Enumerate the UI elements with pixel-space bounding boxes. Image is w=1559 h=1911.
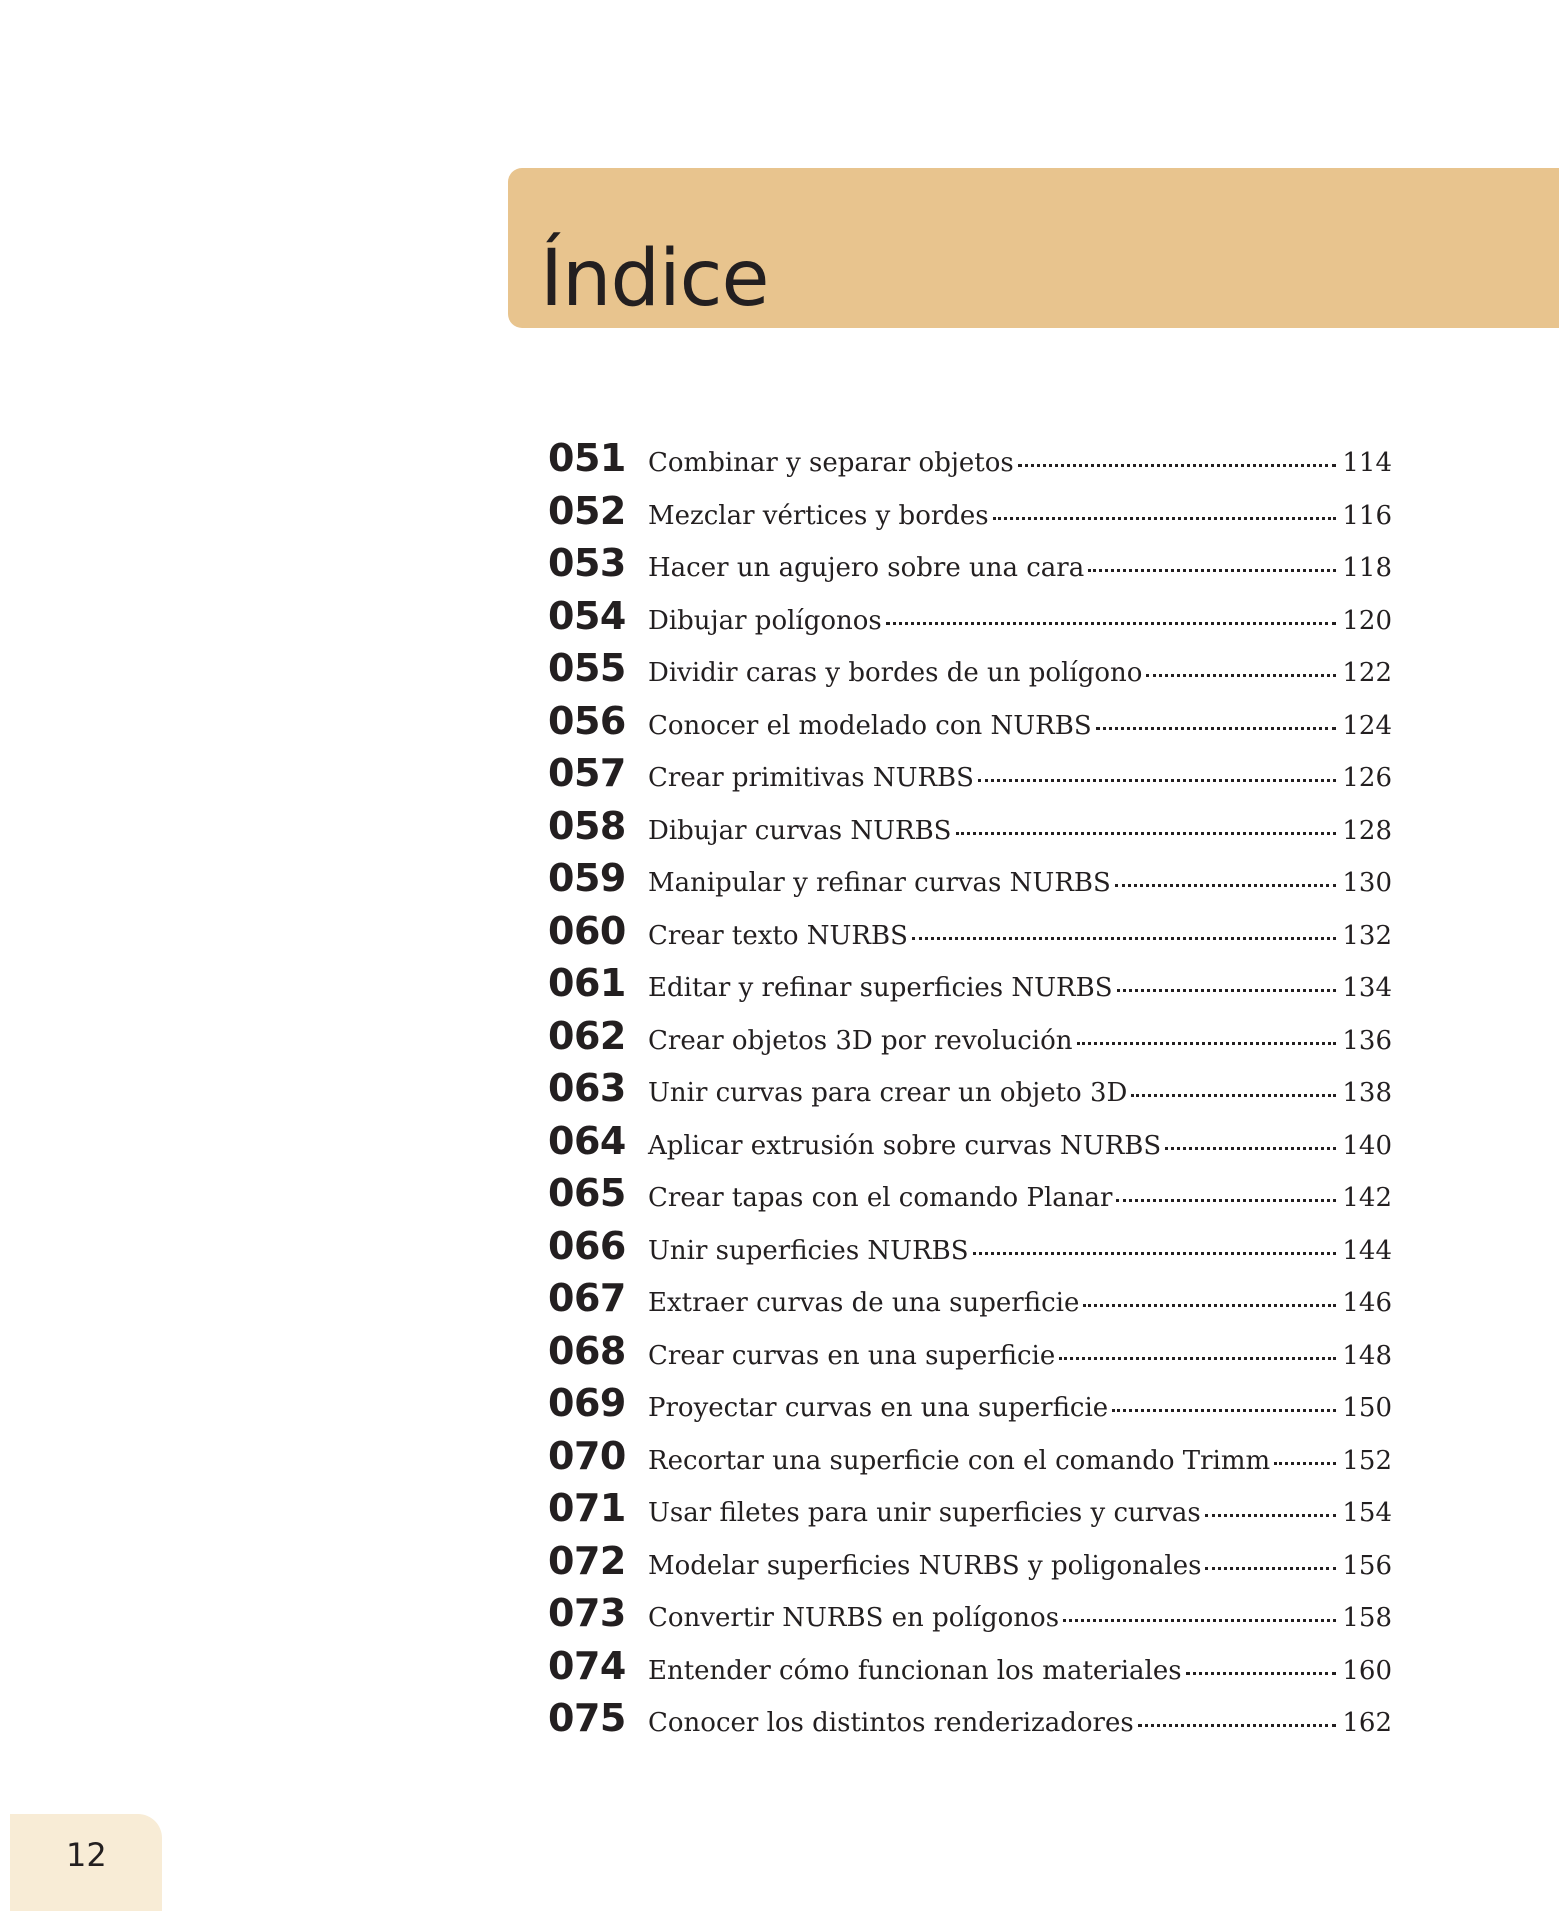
dot-leader	[1165, 1147, 1336, 1150]
dot-leader	[1115, 884, 1337, 887]
dot-leader	[1138, 1724, 1337, 1727]
dot-leader	[886, 622, 1337, 625]
entry-title: Dividir caras y bordes de un polígono	[648, 658, 1143, 688]
entry-page-number: 160	[1342, 1655, 1392, 1686]
toc-entry[interactable]	[548, 695, 1392, 748]
entry-page-number: 124	[1342, 710, 1392, 741]
entry-number: 061	[548, 961, 626, 1005]
entry-page-number: 126	[1342, 763, 1392, 793]
entry-page-number: 138	[1342, 1078, 1392, 1108]
entry-number: 054	[548, 593, 626, 638]
toc-entry[interactable]	[548, 1377, 1392, 1430]
entry-page-number: 136	[1342, 1025, 1392, 1056]
entry-title: Crear curvas en una superficie	[648, 1340, 1056, 1371]
entry-page-number: 118	[1342, 553, 1392, 583]
entry-page-number: 148	[1342, 1340, 1392, 1371]
dot-leader	[1088, 569, 1336, 572]
title-band	[508, 168, 1559, 328]
toc-entry[interactable]	[548, 485, 1392, 538]
entry-title: Unir curvas para crear un objeto 3D	[648, 1078, 1128, 1108]
toc-entry[interactable]	[548, 1430, 1392, 1483]
dot-leader	[912, 937, 1336, 940]
entry-title: Crear texto NURBS	[648, 920, 908, 951]
entry-title: Dibujar polígonos	[648, 605, 882, 636]
entry-page-number: 132	[1342, 920, 1392, 951]
entry-title: Recortar una superficie con el comando Trimm	[648, 1445, 1271, 1476]
entry-number: 074	[548, 1643, 626, 1688]
entry-title: Editar y refinar superficies NURBS	[648, 973, 1113, 1003]
entry-title: Hacer un agujero sobre una cara	[648, 553, 1085, 583]
entry-page-number: 122	[1342, 658, 1392, 688]
entry-title: Mezclar vértices y bordes	[648, 500, 989, 531]
toc-entry[interactable]	[548, 1115, 1392, 1168]
entry-number: 063	[548, 1066, 626, 1110]
entry-page-number: 120	[1342, 605, 1392, 636]
page-number: 12	[66, 1836, 107, 1874]
entry-page-number: 158	[1342, 1603, 1392, 1633]
entry-page-number: 150	[1342, 1393, 1392, 1423]
entry-number: 067	[548, 1276, 626, 1320]
toc-entry[interactable]	[548, 1062, 1392, 1115]
toc-entry[interactable]	[548, 1535, 1392, 1588]
entry-page-number: 142	[1342, 1183, 1392, 1213]
dot-leader	[973, 1252, 1337, 1255]
dot-leader	[1059, 1357, 1336, 1360]
entry-number: 065	[548, 1171, 626, 1215]
dot-leader	[1131, 1094, 1336, 1097]
toc-entry[interactable]	[548, 1482, 1392, 1535]
entry-page-number: 162	[1342, 1708, 1392, 1738]
entry-title: Usar filetes para unir superficies y curvas	[648, 1498, 1201, 1528]
toc-entry[interactable]	[548, 1010, 1392, 1063]
entry-number: 059	[548, 856, 626, 900]
entry-number: 070	[548, 1433, 626, 1478]
entry-page-number: 134	[1342, 973, 1392, 1003]
entry-number: 069	[548, 1381, 626, 1425]
entry-title: Combinar y separar objetos	[648, 448, 1014, 478]
entry-title: Extraer curvas de una superficie	[648, 1288, 1080, 1318]
dot-leader	[1146, 674, 1336, 677]
dot-leader	[1063, 1619, 1336, 1622]
entry-number: 062	[548, 1013, 626, 1058]
entry-title: Conocer el modelado con NURBS	[648, 710, 1092, 741]
entry-title: Aplicar extrusión sobre curvas NURBS	[648, 1130, 1162, 1161]
entry-number: 058	[548, 803, 626, 848]
dot-leader	[1083, 1304, 1336, 1307]
entry-number: 057	[548, 751, 626, 795]
entry-number: 056	[548, 698, 626, 743]
toc-entry[interactable]	[548, 642, 1392, 695]
entry-page-number: 128	[1342, 815, 1392, 846]
entry-title: Conocer los distintos renderizadores	[648, 1708, 1134, 1738]
dot-leader	[993, 517, 1337, 520]
entry-title: Manipular y refinar curvas NURBS	[648, 868, 1111, 898]
entry-page-number: 154	[1342, 1498, 1392, 1528]
dot-leader	[1116, 1199, 1336, 1202]
entry-page-number: 144	[1342, 1235, 1392, 1266]
page-title: Índice	[540, 234, 769, 324]
entry-title: Modelar superficies NURBS y poligonales	[648, 1550, 1202, 1581]
entry-title: Proyectar curvas en una superficie	[648, 1393, 1109, 1423]
dot-leader	[1018, 464, 1337, 467]
entry-title: Dibujar curvas NURBS	[648, 815, 952, 846]
toc-entry[interactable]	[548, 1272, 1392, 1325]
page-number-tab	[10, 1814, 162, 1911]
toc-entry[interactable]	[548, 1325, 1392, 1378]
entry-number: 068	[548, 1328, 626, 1373]
toc-entry[interactable]	[548, 1640, 1392, 1693]
dot-leader	[1096, 727, 1337, 730]
entry-page-number: 156	[1342, 1550, 1392, 1581]
entry-page-number: 116	[1342, 500, 1392, 531]
entry-number: 060	[548, 908, 626, 953]
entry-number: 064	[548, 1118, 626, 1163]
entry-title: Crear primitivas NURBS	[648, 763, 974, 793]
entry-title: Entender cómo funcionan los materiales	[648, 1655, 1182, 1686]
entry-page-number: 146	[1342, 1288, 1392, 1318]
entry-title: Unir superficies NURBS	[648, 1235, 969, 1266]
entry-number: 052	[548, 488, 626, 533]
entry-number: 051	[548, 436, 626, 480]
toc-entry[interactable]	[548, 800, 1392, 853]
toc-entry[interactable]	[548, 1220, 1392, 1273]
toc-entry[interactable]	[548, 432, 1392, 485]
toc-entry[interactable]	[548, 957, 1392, 1010]
dot-leader	[1112, 1409, 1336, 1412]
entry-number: 055	[548, 646, 626, 690]
entry-page-number: 140	[1342, 1130, 1392, 1161]
toc-entry[interactable]	[548, 747, 1392, 800]
toc-entry[interactable]	[548, 1692, 1392, 1745]
dot-leader	[1077, 1042, 1337, 1045]
dot-leader	[1205, 1514, 1337, 1517]
entry-number: 053	[548, 541, 626, 585]
toc-entry[interactable]	[548, 852, 1392, 905]
dot-leader	[1117, 989, 1337, 992]
dot-leader	[1186, 1672, 1337, 1675]
entry-number: 075	[548, 1696, 626, 1740]
entry-title: Crear tapas con el comando Planar	[648, 1183, 1113, 1213]
toc-entry[interactable]	[548, 537, 1392, 590]
entry-page-number: 130	[1342, 868, 1392, 898]
dot-leader	[978, 779, 1336, 782]
entry-title: Convertir NURBS en polígonos	[648, 1603, 1060, 1633]
entry-number: 071	[548, 1486, 626, 1530]
table-of-contents	[548, 432, 1392, 1745]
toc-entry[interactable]	[548, 1167, 1392, 1220]
toc-entry[interactable]	[548, 905, 1392, 958]
entry-number: 066	[548, 1223, 626, 1268]
entry-title: Crear objetos 3D por revolución	[648, 1025, 1073, 1056]
toc-entry[interactable]	[548, 1587, 1392, 1640]
toc-entry[interactable]	[548, 590, 1392, 643]
entry-number: 072	[548, 1538, 626, 1583]
dot-leader	[956, 832, 1337, 835]
entry-number: 073	[548, 1591, 626, 1635]
entry-page-number: 152	[1342, 1445, 1392, 1476]
dot-leader	[1274, 1462, 1336, 1465]
entry-page-number: 114	[1342, 448, 1392, 478]
dot-leader	[1205, 1567, 1336, 1570]
